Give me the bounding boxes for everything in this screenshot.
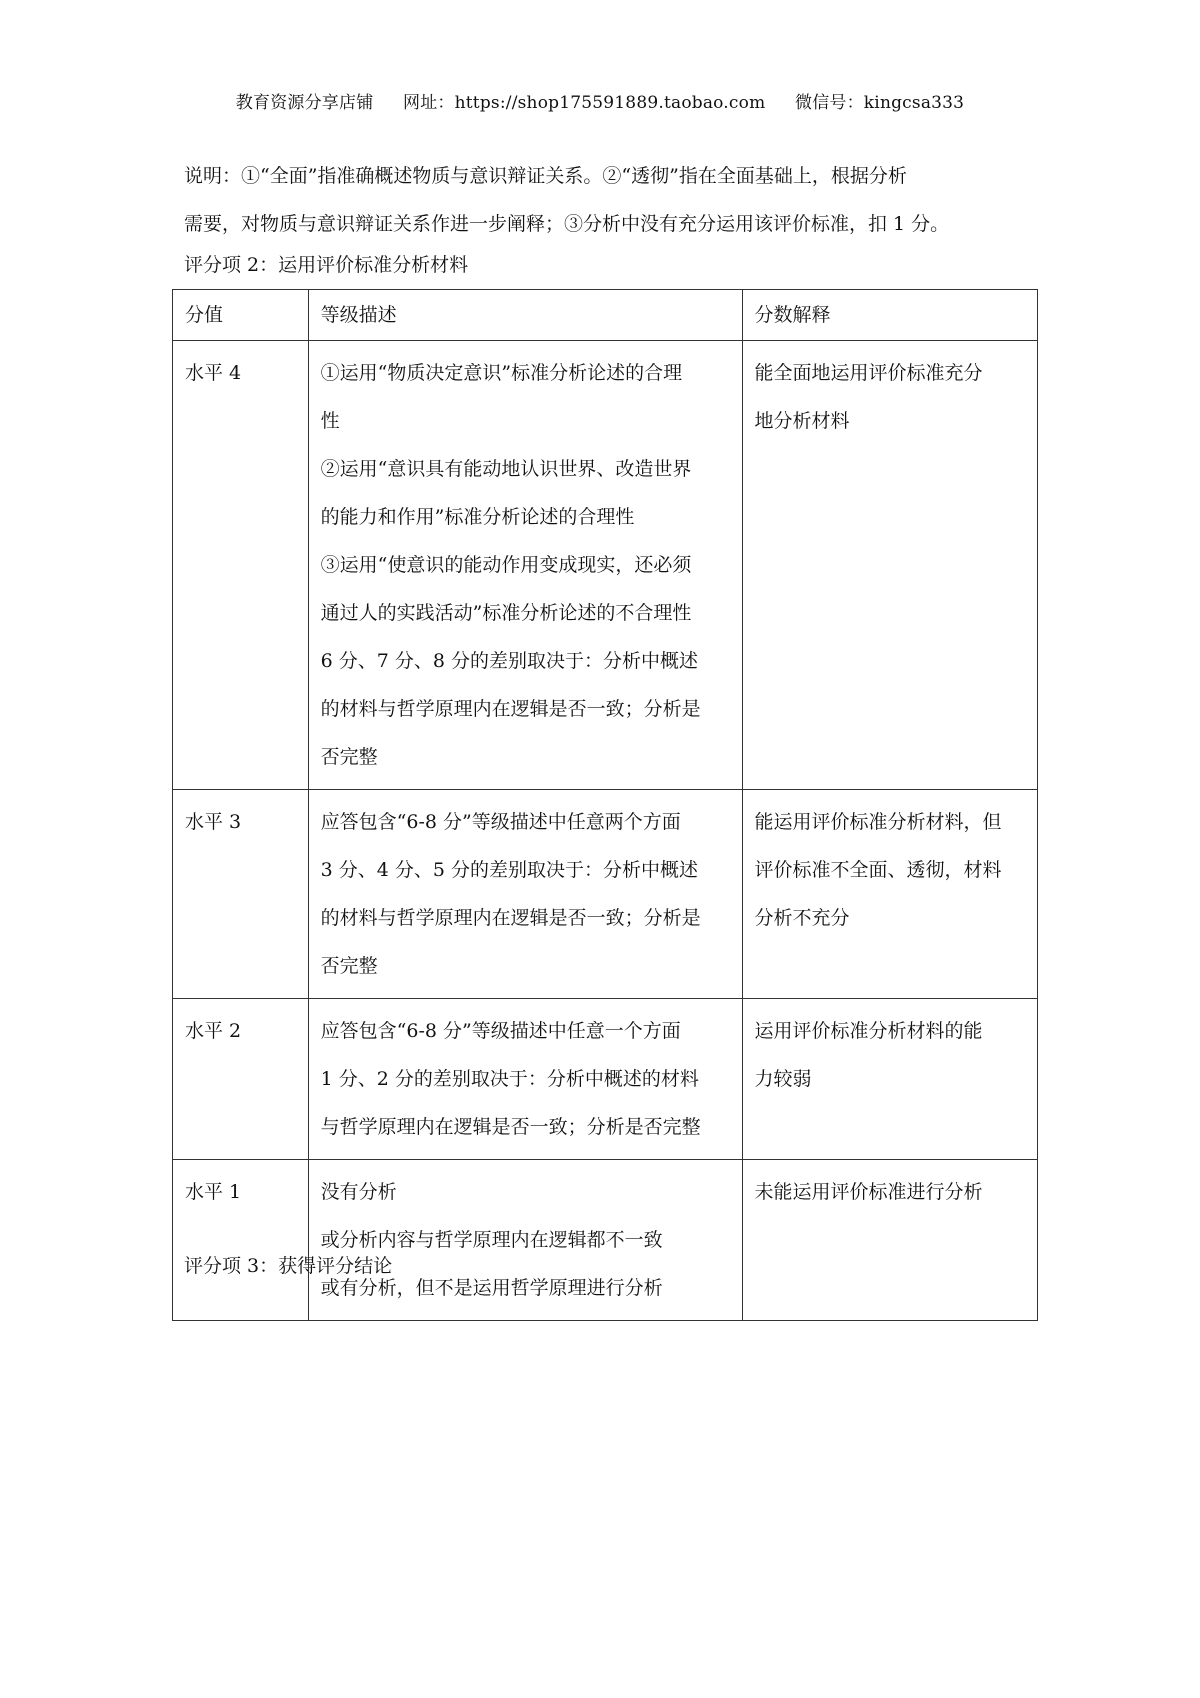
explanation-line: 力较弱	[754, 1068, 812, 1090]
description-cell	[308, 790, 742, 999]
explanation-cell	[742, 999, 1037, 1160]
explanation-cell	[742, 790, 1037, 999]
description-line: 应答包含“6-8 分”等级描述中任意两个方面	[320, 811, 681, 833]
table-row	[173, 1160, 1038, 1321]
note-line: 需要，对物质与意识辩证关系作进一步阐释；③分析中没有充分运用该评价标准，扣 1 分。	[184, 213, 950, 235]
description-cell	[308, 1160, 742, 1321]
table-header-row	[173, 290, 1038, 341]
explanation-cell	[742, 341, 1037, 790]
description-line: 6 分、7 分、8 分的差别取决于：分析中概述	[320, 650, 699, 672]
explanation-cell	[742, 1160, 1037, 1321]
description-line: 的材料与哲学原理内在逻辑是否一致；分析是	[320, 907, 701, 929]
description-line: 通过人的实践活动”标准分析论述的不合理性	[320, 602, 692, 624]
description-line: 1 分、2 分的差别取决于：分析中概述的材料	[320, 1068, 699, 1090]
level-cell: 水平 1	[173, 1160, 309, 1321]
header-description: 等级描述	[308, 290, 742, 341]
scoring-note	[184, 152, 1034, 248]
level-cell: 水平 2	[173, 999, 309, 1160]
page-header	[0, 88, 1200, 113]
explanation-line: 能运用评价标准分析材料，但	[754, 811, 1002, 833]
table-row	[173, 341, 1038, 790]
wechat-id: 微信号：kingcsa333	[795, 93, 965, 113]
description-line: 否完整	[320, 746, 378, 768]
explanation-line: 运用评价标准分析材料的能	[754, 1020, 983, 1042]
description-cell	[308, 999, 742, 1160]
description-line: ①运用“物质决定意识”标准分析论述的合理	[320, 362, 683, 384]
description-line: 的能力和作用”标准分析论述的合理性	[320, 506, 635, 528]
explanation-line: 能全面地运用评价标准充分	[754, 362, 983, 384]
explanation-line: 分析不充分	[754, 907, 850, 929]
explanation-line: 地分析材料	[754, 410, 850, 432]
description-line: 或分析内容与哲学原理内在逻辑都不一致	[320, 1229, 663, 1251]
explanation-line: 未能运用评价标准进行分析	[754, 1181, 983, 1203]
table-row	[173, 790, 1038, 999]
header-score: 分值	[173, 290, 309, 341]
level-cell: 水平 3	[173, 790, 309, 999]
rubric-table	[172, 289, 1038, 1321]
description-line: ③运用“使意识的能动作用变成现实，还必须	[320, 554, 692, 576]
note-line: 说明：①“全面”指准确概述物质与意识辩证关系。②“透彻”指在全面基础上，根据分析	[184, 165, 907, 187]
header-explanation: 分数解释	[742, 290, 1037, 341]
description-line: 没有分析	[320, 1181, 397, 1203]
description-line: ②运用“意识具有能动地认识世界、改造世界	[320, 458, 692, 480]
description-line: 的材料与哲学原理内在逻辑是否一致；分析是	[320, 698, 701, 720]
description-line: 或有分析，但不是运用哲学原理进行分析	[320, 1277, 663, 1299]
section-title-2: 评分项 2：运用评价标准分析材料	[184, 254, 469, 276]
table-row	[173, 999, 1038, 1160]
description-line: 性	[320, 410, 340, 432]
section-title-3: 评分项 3：获得评分结论	[184, 1255, 393, 1277]
shop-name: 教育资源分享店铺	[235, 93, 374, 113]
description-line: 否完整	[320, 955, 378, 977]
shop-url: 网址：https://shop175591889.taobao.com	[403, 93, 766, 113]
description-line: 3 分、4 分、5 分的差别取决于：分析中概述	[320, 859, 699, 881]
description-line: 与哲学原理内在逻辑是否一致；分析是否完整	[320, 1116, 701, 1138]
level-cell: 水平 4	[173, 341, 309, 790]
explanation-line: 评价标准不全面、透彻，材料	[754, 859, 1002, 881]
description-cell	[308, 341, 742, 790]
description-line: 应答包含“6-8 分”等级描述中任意一个方面	[320, 1020, 681, 1042]
